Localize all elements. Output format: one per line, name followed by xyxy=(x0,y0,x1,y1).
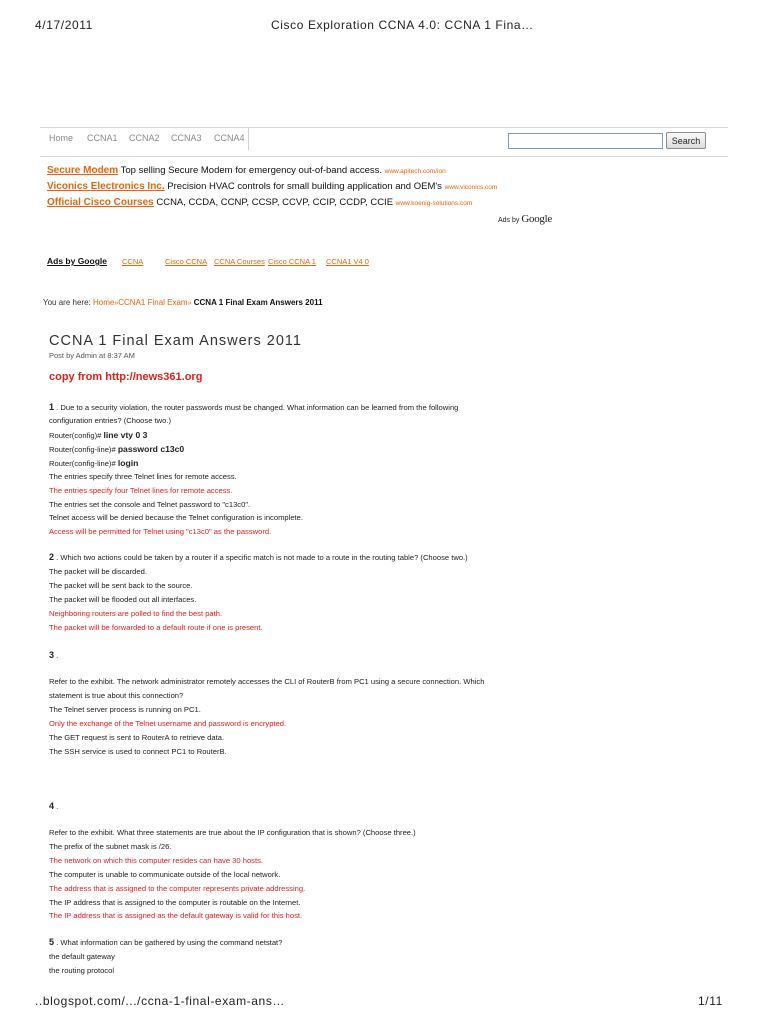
question-number: 5 xyxy=(49,937,55,947)
nav-item-home[interactable]: Home xyxy=(49,133,74,143)
ad-title[interactable]: Secure Modem xyxy=(47,165,119,176)
answer-option: The Telnet server process is running on PC1. xyxy=(49,705,201,714)
link-unit-cisco-ccna[interactable]: Cisco CCNA xyxy=(165,257,208,266)
answer-option-correct: The network on which this computer resides can have 30 hosts. xyxy=(49,856,264,865)
config-line: Router(config)# line vty 0 3 xyxy=(49,430,148,440)
breadcrumb xyxy=(43,298,323,307)
ad-title[interactable]: Official Cisco Courses xyxy=(47,197,154,208)
answer-option-correct: The packet will be forwarded to a default route if one is present. xyxy=(49,623,263,632)
ad-title[interactable]: Viconics Electronics Inc. xyxy=(47,181,165,192)
nav-item-ccna2[interactable]: CCNA2 xyxy=(129,133,160,143)
ad-url[interactable]: www.apitech.com/ion xyxy=(384,168,446,175)
question-3-number-line: 3 . xyxy=(49,650,59,660)
question-number: 2 xyxy=(49,552,55,562)
answer-option-correct: Neighboring routers are polled to find the best path. xyxy=(49,609,223,618)
breadcrumb-current: CCNA 1 Final Exam Answers 2011 xyxy=(193,298,323,307)
answer-option: the default gateway xyxy=(49,952,115,961)
ads-by-prefix: Ads by xyxy=(498,217,520,224)
print-page-number: 1/11 xyxy=(698,994,723,1008)
answer-option-correct: Only the exchange of the Telnet username and password is encrypted. xyxy=(49,719,287,728)
question-number: 1 xyxy=(49,402,55,412)
breadcrumb-separator: » xyxy=(114,300,119,307)
link-unit-ccna[interactable]: CCNA xyxy=(122,257,144,266)
answer-option: The GET request is sent to RouterA to retrieve data. xyxy=(49,733,225,742)
ad-text: CCNA, CCDA, CCNP, CCSP, CCVP, CCIP, CCDP, CCIE xyxy=(156,197,394,208)
answer-option: The entries specify three Telnet lines for remote access. xyxy=(49,472,237,481)
answer-option: The entries set the console and Telnet password to "c13c0". xyxy=(49,500,251,509)
answer-option-correct: The entries specify four Telnet lines for remote access. xyxy=(49,486,233,495)
question-5-text: 5 . What information can be gathered by using the command netstat? xyxy=(49,937,283,947)
copy-from-note: copy from http://news361.org xyxy=(49,371,203,383)
breadcrumb-prefix: You are here: xyxy=(43,298,91,307)
post-meta: Post by Admin at 8:37 AM xyxy=(49,351,135,360)
breadcrumb-separator: » xyxy=(187,300,192,307)
answer-option: The IP address that is assigned to the computer is routable on the Internet. xyxy=(49,898,301,907)
google-logo-text: Google xyxy=(521,213,552,225)
nav-divider xyxy=(248,128,249,150)
answer-option: The computer is unable to communicate outside of the local network. xyxy=(49,870,281,879)
answer-option: the routing protocol xyxy=(49,966,115,975)
question-4-text: Refer to the exhibit. What three statements are true about the IP configuration that is shown? (Choose three.) xyxy=(49,828,416,837)
link-unit-cisco-ccna-1[interactable]: Cisco CCNA 1 xyxy=(268,257,316,266)
breadcrumb-ccna1-final-exam[interactable]: CCNA1 Final Exam xyxy=(118,298,188,307)
breadcrumb-home[interactable]: Home xyxy=(92,298,115,307)
question-1-text: 1 . Due to a security violation, the router passwords must be changed. What information can be learned from the following xyxy=(49,402,459,412)
print-title: Cisco Exploration CCNA 4.0: CCNA 1 Fina… xyxy=(271,18,534,32)
ad-viconics[interactable] xyxy=(47,181,497,192)
answer-option: The prefix of the subnet mask is /26. xyxy=(49,842,172,851)
answer-option: The packet will be flooded out all interfaces. xyxy=(49,595,197,604)
nav-item-ccna3[interactable]: CCNA3 xyxy=(171,133,202,143)
link-unit-ccna1-v40[interactable]: CCNA1 V4 0 xyxy=(326,257,369,266)
question-3-text: statement is true about this connection? xyxy=(49,691,184,700)
answer-option-correct: Access will be permitted for Telnet using "c13c0" as the password. xyxy=(49,527,272,536)
ad-url[interactable]: www.viconics.com xyxy=(444,184,498,191)
question-4-number-line: 4 . xyxy=(49,801,59,811)
ad-secure-modem[interactable] xyxy=(47,165,446,176)
question-number: 4 xyxy=(49,801,55,811)
answer-option-correct: The address that is assigned to the computer represents private addressing. xyxy=(49,884,306,893)
print-date: 4/17/2011 xyxy=(35,18,93,32)
nav-item-ccna1[interactable]: CCNA1 xyxy=(87,133,118,143)
ad-text: Top selling Secure Modem for emergency out-of-band access. xyxy=(120,165,382,176)
page-title: CCNA 1 Final Exam Answers 2011 xyxy=(49,333,302,349)
print-url: ..blogspot.com/.../ccna-1-final-exam-ans… xyxy=(35,994,286,1008)
answer-option: The packet will be discarded. xyxy=(49,567,147,576)
answer-option: The SSH service is used to connect PC1 to RouterB. xyxy=(49,747,227,756)
answer-option: The packet will be sent back to the source. xyxy=(49,581,193,590)
ad-cisco-courses[interactable] xyxy=(47,197,472,208)
answer-option: Telnet access will be denied because the Telnet configuration is incomplete. xyxy=(49,513,303,522)
link-unit-ccna-courses[interactable]: CCNA Courses xyxy=(214,257,265,266)
config-line: Router(config-line)# password c13c0 xyxy=(49,444,185,454)
ad-text: Precision HVAC controls for small building application and OEM's xyxy=(167,181,442,192)
question-number: 3 xyxy=(49,650,55,660)
question-2-text: 2 . Which two actions could be taken by a router if a specific match is not made to a route in the routing table? (Choose two.) xyxy=(49,552,468,562)
link-unit-label[interactable]: Ads by Google xyxy=(47,256,107,266)
question-3-text: Refer to the exhibit. The network administrator remotely accesses the CLI of RouterB from PC1 using a secure connection. Which xyxy=(49,677,485,686)
ads-by-google[interactable] xyxy=(498,213,552,225)
search-input[interactable] xyxy=(508,133,663,149)
nav-bar xyxy=(40,127,728,157)
question-1-text: configuration entries? (Choose two.) xyxy=(49,416,171,425)
answer-option-correct: The IP address that is assigned as the default gateway is valid for this host. xyxy=(49,911,303,920)
ad-url[interactable]: www.koenig-solutions.com xyxy=(395,200,473,207)
nav-item-ccna4[interactable]: CCNA4 xyxy=(214,133,245,143)
search-button[interactable]: Search xyxy=(666,132,706,149)
config-line: Router(config-line)# login xyxy=(49,458,139,468)
